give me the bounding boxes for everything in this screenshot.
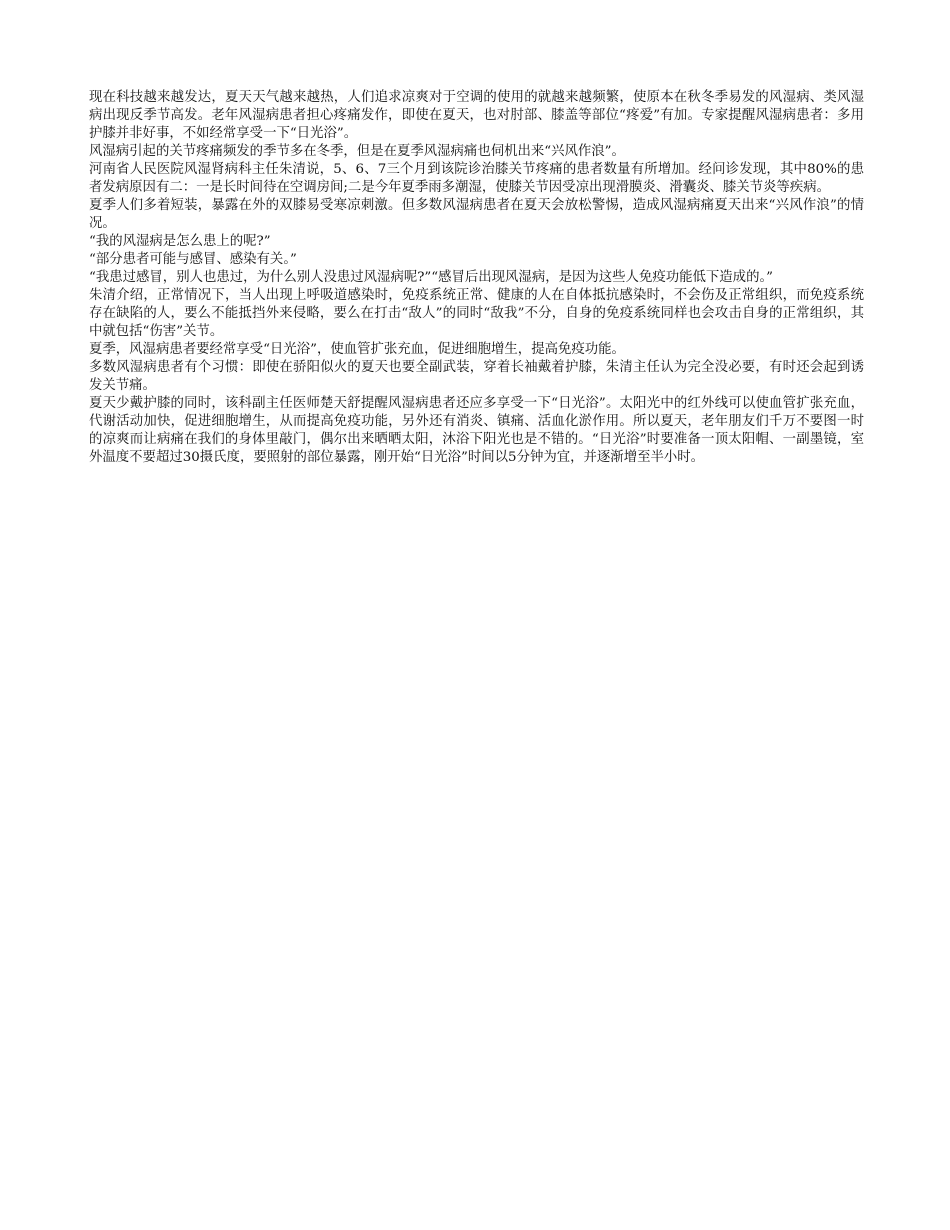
paragraph-sunbath-details: 夏天少戴护膝的同时，该科副主任医师楚天舒提醒风湿病患者还应多享受一下“日光浴”。太阳光中的红外线可以使血管扩张充血，代谢活动加快，促进细胞增生，从而提高免疫功能，另外还有消炎、镇痛、活血化淤作用。所以夏天，老年朋友们千万不要图一时的凉爽而让病痛在我们的身体里敲门，偶尔出来晒晒太阳，沐浴下阳光也是不错的。“日光浴”时要准备一顶太阳帽、一副墨镜，室外温度不要超过30摄氏度，要照射的部位暴露，刚开始“日光浴”时间以5分钟为宜，并逐渐增至半小时。 [89,396,864,465]
paragraph-question-1: “我的风湿病是怎么患上的呢?” [89,234,271,249]
paragraph-season: 风湿病引起的关节疼痛频发的季节多在冬季，但是在夏季风湿病痛也伺机出来“兴风作浪”。 [89,144,625,159]
paragraph-hospital: 河南省人民医院风湿肾病科主任朱清说，5、6、7三个月到该院诊治膝关节疼痛的患者数量有所增加。经问诊发现，其中80%的患者发病原因有二：一是长时间待在空调房间;二是今年夏季雨多潮湿，使膝关节因受凉出现滑膜炎、滑囊炎、膝关节炎等疾病。 [89,162,864,195]
paragraph-question-2: “我患过感冒，别人也患过，为什么别人没患过风湿病呢?”“感冒后出现风湿病，是因为这些人免疫功能低下造成的。” [89,270,773,285]
paragraph-answer-1: “部分患者可能与感冒、感染有关。” [89,252,297,267]
paragraph-habit: 多数风湿病患者有个习惯：即使在骄阳似火的夏天也要全副武装，穿着长袖戴着护膝，朱清主任认为完全没必要，有时还会起到诱发关节痛。 [89,360,864,393]
paragraph-immune-system: 朱清介绍，正常情况下，当人出现上呼吸道感染时，免疫系统正常、健康的人在自体抵抗感染时，不会伤及正常组织，而免疫系统存在缺陷的人，要么不能抵挡外来侵略，要么在打击“敌人”的同时“敌我”不分，自身的免疫系统同样也会攻击自身的正常组织，其中就包括“伤害”关节。 [89,288,864,339]
paragraph-sunbath-advice: 夏季，风湿病患者要经常享受“日光浴”，使血管扩张充血，促进细胞增生，提高免疫功能。 [89,342,625,357]
paragraph-summer-clothing: 夏季人们多着短装，暴露在外的双膝易受寒凉刺激。但多数风湿病患者在夏天会放松警惕，造成风湿病痛夏天出来“兴风作浪”的情况。 [89,198,864,231]
paragraph-intro: 现在科技越来越发达，夏天天气越来越热，人们追求凉爽对于空调的使用的就越来越频繁，使原本在秋冬季易发的风湿病、类风湿病出现反季节高发。老年风湿病患者担心疼痛发作，即使在夏天，也对肘部、膝盖等部位“疼爱”有加。专家提醒风湿病患者：多用护膝并非好事，不如经常享受一下“日光浴”。 [89,90,864,141]
